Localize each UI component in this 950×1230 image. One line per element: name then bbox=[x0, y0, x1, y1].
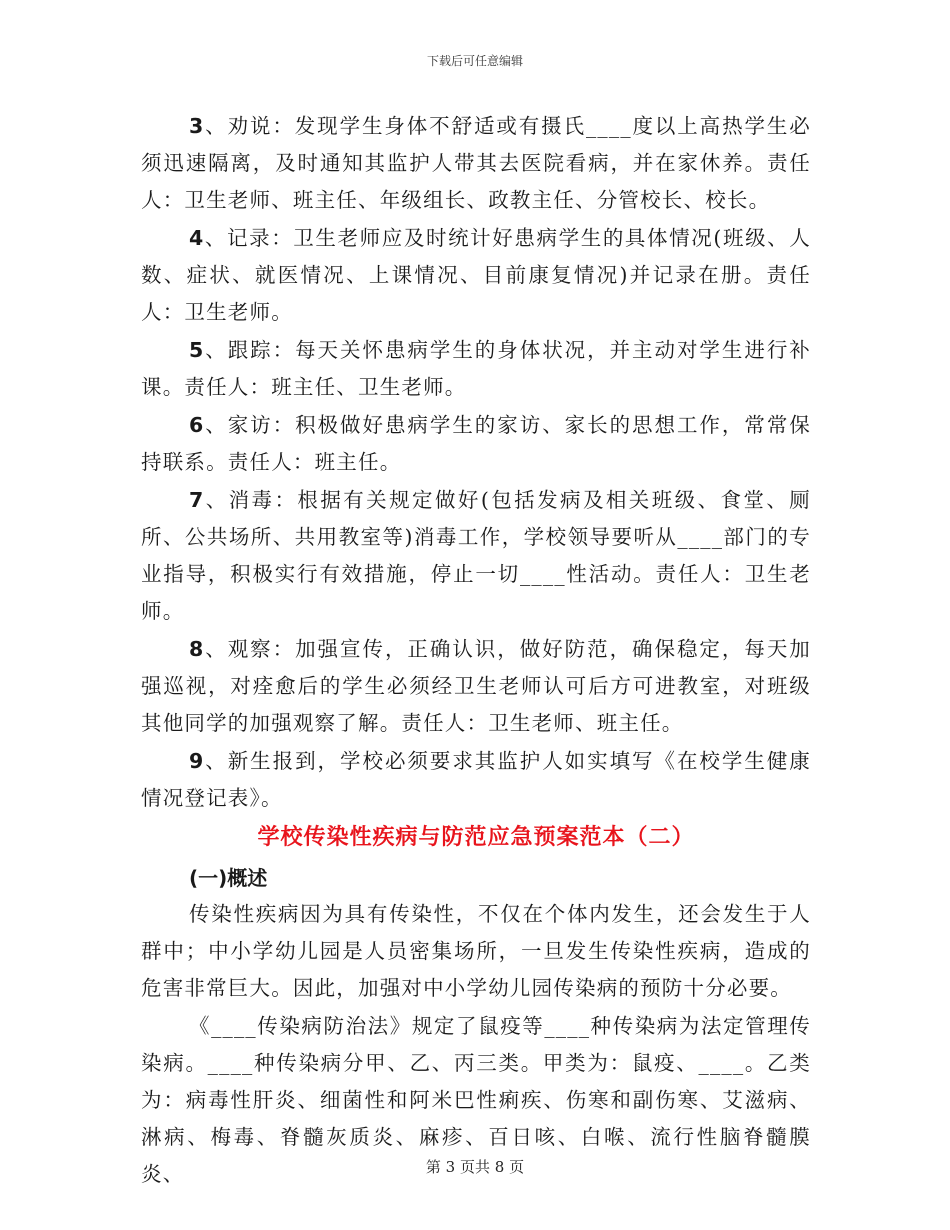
subheading: (一)概述 bbox=[189, 866, 268, 890]
item-text: 、劝说：发现学生身体不舒适或有摄氏____度以上高热学生必须迅速隔离，及时通知其监护人带其去医院看病，并在家休养。责任人：卫生老师、班主任、年级组长、政教主任、分管校长、校长。 bbox=[141, 114, 811, 212]
page-footer: 第 3 页共 8 页 bbox=[425, 1158, 525, 1176]
item-number: 5 bbox=[189, 338, 205, 362]
list-item bbox=[141, 631, 811, 742]
item-text: 、记录：卫生老师应及时统计好患病学生的具体情况(班级、人数、症状、就医情况、上课情况、目前康复情况)并记录在册。责任人：卫生老师。 bbox=[141, 226, 811, 324]
list-item bbox=[141, 108, 811, 219]
list-item bbox=[141, 220, 811, 331]
list-item bbox=[141, 743, 811, 817]
list-item bbox=[141, 407, 811, 481]
item-number: 9 bbox=[189, 749, 205, 773]
list-item bbox=[141, 332, 811, 406]
page-header: 下载后可任意编辑 bbox=[426, 54, 523, 68]
item-number: 8 bbox=[189, 637, 205, 661]
item-text: 、新生报到，学校必须要求其监护人如实填写《在校学生健康情况登记表》。 bbox=[141, 749, 811, 810]
item-number: 7 bbox=[189, 488, 205, 512]
body-paragraph: 《____传染病防治法》规定了鼠疫等____种传染病为法定管理传染病。____种传染病分甲、乙、丙三类。甲类为：鼠疫、____。乙类为：病毒性肝炎、细菌性和阿米巴性痢疾、伤寒和副伤寒、艾滋病、淋病、梅毒、脊髓灰质炎、麻疹、百日咳、白喉、流行性脑脊髓膜炎、 bbox=[141, 1014, 811, 1186]
list-item bbox=[141, 482, 811, 630]
item-text: 、跟踪：每天关怀患病学生的身体状况，并主动对学生进行补课。责任人：班主任、卫生老师。 bbox=[141, 338, 811, 399]
section-title: 学校传染性疾病与防范应急预案范本（二） bbox=[257, 825, 695, 850]
item-number: 4 bbox=[189, 226, 205, 250]
item-text: 、家访：积极做好患病学生的家访、家长的思想工作，常常保持联系。责任人：班主任。 bbox=[141, 413, 811, 474]
item-number: 6 bbox=[189, 413, 205, 437]
body-paragraph: 传染性疾病因为具有传染性，不仅在个体内发生，还会发生于人群中；中小学幼儿园是人员密集场所，一旦发生传染性疾病，造成的危害非常巨大。因此，加强对中小学幼儿园传染病的预防十分必要。 bbox=[141, 902, 811, 1000]
item-text: 、观察：加强宣传，正确认识，做好防范，确保稳定，每天加强巡视，对痊愈后的学生必须经卫生老师认可后方可进教室，对班级其他同学的加强观察了解。责任人：卫生老师、班主任。 bbox=[141, 637, 811, 735]
document-body bbox=[141, 108, 811, 1194]
item-text: 、消毒：根据有关规定做好(包括发病及相关班级、食堂、厕所、公共场所、共用教室等)消毒工作，学校领导要听从____部门的专业指导，积极实行有效措施，停止一切____性活动。责任人：卫生老师。 bbox=[141, 488, 811, 623]
item-number: 3 bbox=[189, 114, 205, 138]
